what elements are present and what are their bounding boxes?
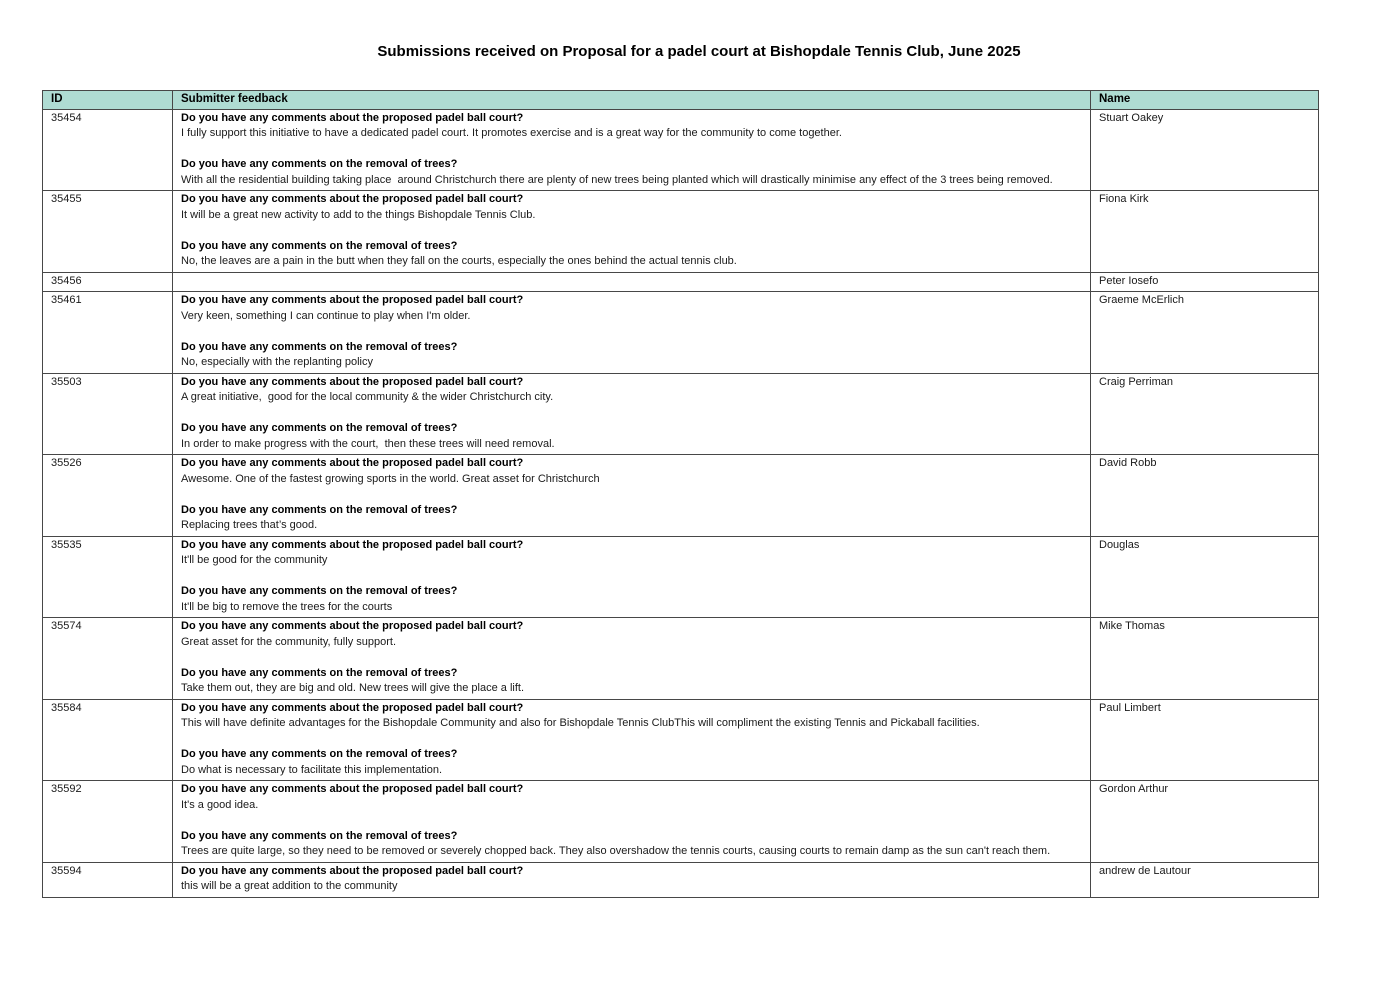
table-row (43, 292, 1319, 374)
feedback-answer: This will have definite advantages for the Bishopdale Community and also for Bishopdale Tennis ClubThis will compliment the existing Tennis and Pickaball facilities. (181, 717, 980, 729)
table-row (43, 536, 1319, 618)
row-feedback (173, 618, 1091, 700)
table-row (43, 109, 1319, 191)
row-id: 35461 (43, 292, 173, 374)
row-name: David Robb (1091, 455, 1319, 537)
feedback-question: Do you have any comments about the proposed padel ball court? (181, 294, 524, 306)
column-header-id: ID (43, 91, 173, 110)
feedback-answer: Great asset for the community, fully support. (181, 635, 396, 648)
row-id: 35594 (43, 862, 173, 897)
row-name: Graeme McErlich (1091, 292, 1319, 374)
blank-line (181, 223, 1082, 239)
feedback-question: Do you have any comments about the proposed padel ball court? (181, 620, 524, 632)
feedback-answer: Very keen, something I can continue to play when I'm older. (181, 309, 471, 322)
submissions-table-body (43, 109, 1319, 897)
feedback-answer: this will be a great addition to the community (181, 880, 398, 892)
feedback-question: Do you have any comments about the proposed padel ball court? (181, 783, 524, 795)
row-name: Douglas (1091, 536, 1319, 618)
feedback-question: Do you have any comments on the removal of trees? (181, 829, 458, 842)
column-header-submitter-feedback: Submitter feedback (173, 91, 1091, 110)
table-row (43, 781, 1319, 863)
table-row (43, 455, 1319, 537)
row-name: andrew de Lautour (1091, 862, 1319, 897)
blank-line (181, 142, 1082, 158)
feedback-answer: Do what is necessary to facilitate this implementation. (181, 763, 443, 776)
feedback-question: Do you have any comments on the removal of trees? (181, 585, 458, 597)
feedback-question: Do you have any comments about the proposed padel ball court? (181, 538, 524, 551)
feedback-question: Do you have any comments on the removal of trees? (181, 239, 458, 252)
row-name: Mike Thomas (1091, 618, 1319, 700)
row-id: 35503 (43, 373, 173, 455)
row-id: 35592 (43, 781, 173, 863)
feedback-answer: It'll be good for the community (181, 554, 328, 566)
feedback-question: Do you have any comments about the proposed padel ball court? (181, 193, 524, 205)
table-row (43, 862, 1319, 897)
row-feedback (173, 699, 1091, 781)
feedback-answer: No, especially with the replanting policy (181, 356, 373, 368)
feedback-question: Do you have any comments on the removal of trees? (181, 666, 458, 679)
row-id: 35584 (43, 699, 173, 781)
feedback-answer: It'll be big to remove the trees for the courts (181, 600, 393, 613)
feedback-question: Do you have any comments about the proposed padel ball court? (181, 701, 524, 714)
table-row (43, 373, 1319, 455)
feedback-question: Do you have any comments on the removal of trees? (181, 422, 458, 434)
blank-line (181, 569, 1082, 585)
row-id: 35574 (43, 618, 173, 700)
table-row (43, 272, 1319, 292)
blank-line (181, 406, 1082, 422)
feedback-answer: With all the residential building taking place around Christchurch there are plenty of new trees being planted which will drastically minimise any effect of the 3 trees being removed. (181, 173, 1053, 186)
row-id: 35455 (43, 191, 173, 273)
column-header-name: Name (1091, 91, 1319, 110)
feedback-answer: Trees are quite large, so they need to be removed or severely chopped back. They also overshadow the tennis courts, causing courts to remain damp as the sun can't reach them. (181, 845, 1051, 857)
feedback-answer: In order to make progress with the court, then these trees will need removal. (181, 437, 555, 450)
submissions-table (42, 90, 1319, 898)
feedback-answer: Take them out, they are big and old. New trees will give the place a lift. (181, 682, 525, 694)
feedback-question: Do you have any comments on the removal of trees? (181, 340, 458, 353)
feedback-answer: Awesome. One of the fastest growing sports in the world. Great asset for Christchurch (181, 472, 600, 485)
feedback-answer: No, the leaves are a pain in the butt when they fall on the courts, especially the ones behind the actual tennis club. (181, 255, 737, 267)
table-header-row (43, 91, 1319, 110)
row-name: Gordon Arthur (1091, 781, 1319, 863)
feedback-question: Do you have any comments on the removal of trees? (181, 503, 458, 516)
row-feedback (173, 373, 1091, 455)
feedback-answer: A great initiative, good for the local community & the wider Christchurch city. (181, 391, 554, 403)
table-row (43, 618, 1319, 700)
feedback-question: Do you have any comments on the removal of trees? (181, 748, 458, 760)
row-id: 35535 (43, 536, 173, 618)
row-feedback (173, 272, 1091, 292)
row-name: Peter Iosefo (1091, 272, 1319, 292)
row-id: 35456 (43, 272, 173, 292)
blank-line (181, 487, 1082, 503)
table-row (43, 191, 1319, 273)
blank-line (181, 813, 1082, 829)
feedback-answer: It's a good idea. (181, 798, 259, 811)
row-name: Craig Perriman (1091, 373, 1319, 455)
row-id: 35526 (43, 455, 173, 537)
row-feedback (173, 191, 1091, 273)
blank-line (181, 650, 1082, 666)
blank-line (181, 732, 1082, 748)
row-id: 35454 (43, 109, 173, 191)
row-feedback (173, 862, 1091, 897)
feedback-answer: I fully support this initiative to have a dedicated padel court. It promotes exercise and is a great way for the community to come together. (181, 127, 842, 139)
page-title: Submissions received on Proposal for a padel court at Bishopdale Tennis Club, June 2025 (377, 43, 1021, 60)
feedback-question: Do you have any comments about the proposed padel ball court? (181, 864, 524, 877)
feedback-answer: Replacing trees that’s good. (181, 519, 318, 531)
blank-line (181, 324, 1082, 340)
row-feedback (173, 781, 1091, 863)
row-feedback (173, 292, 1091, 374)
row-name: Fiona Kirk (1091, 191, 1319, 273)
feedback-question: Do you have any comments about the proposed padel ball court? (181, 111, 524, 124)
row-feedback (173, 536, 1091, 618)
table-row (43, 699, 1319, 781)
feedback-answer: It will be a great new activity to add to the things Bishopdale Tennis Club. (181, 208, 536, 221)
feedback-question: Do you have any comments about the proposed padel ball court? (181, 457, 524, 469)
row-name: Paul Limbert (1091, 699, 1319, 781)
feedback-question: Do you have any comments on the removal of trees? (181, 158, 458, 170)
feedback-question: Do you have any comments about the proposed padel ball court? (181, 375, 524, 388)
row-name: Stuart Oakey (1091, 109, 1319, 191)
row-feedback (173, 455, 1091, 537)
row-feedback (173, 109, 1091, 191)
